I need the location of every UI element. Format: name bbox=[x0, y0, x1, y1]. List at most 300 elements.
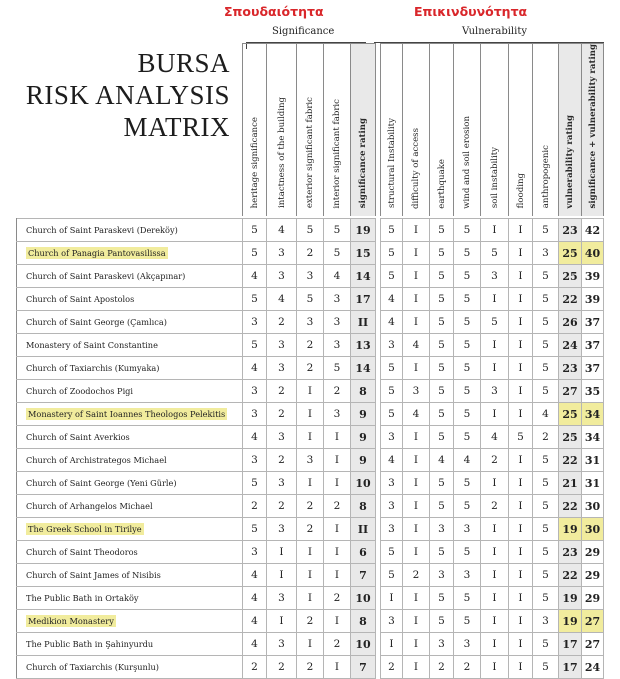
significance-rating-cell: 7 bbox=[351, 656, 376, 679]
vulnerability-score-cell: I bbox=[481, 564, 509, 587]
vulnerability-rating-cell: 23 bbox=[559, 219, 582, 242]
vulnerability-score-cell: 3 bbox=[381, 334, 403, 357]
table-row bbox=[17, 587, 604, 610]
site-name: Church of Arhangelos Michael bbox=[26, 501, 153, 512]
vulnerability-score-cell: I bbox=[509, 334, 533, 357]
significance-score-cell: 3 bbox=[267, 633, 297, 656]
vulnerability-score-cell: 5 bbox=[533, 472, 559, 495]
table-row bbox=[17, 518, 604, 541]
total-rating-cell: 34 bbox=[582, 403, 604, 426]
significance-score-cell: 5 bbox=[324, 242, 351, 265]
vulnerability-score-cell: I bbox=[403, 426, 430, 449]
col-flooding: flooding bbox=[509, 44, 533, 217]
vulnerability-rating-cell: 25 bbox=[559, 426, 582, 449]
site-name-cell bbox=[17, 242, 243, 265]
site-name-cell bbox=[17, 610, 243, 633]
vulnerability-score-cell: 5 bbox=[533, 656, 559, 679]
col-anthropogenic: anthropogenic bbox=[533, 44, 559, 217]
vulnerability-score-cell: 5 bbox=[454, 495, 481, 518]
table-row bbox=[17, 472, 604, 495]
vulnerability-score-cell: I bbox=[481, 541, 509, 564]
significance-score-cell: 3 bbox=[267, 518, 297, 541]
site-name-cell bbox=[17, 288, 243, 311]
significance-score-cell: 2 bbox=[267, 403, 297, 426]
col-intactness: intactness of the building bbox=[267, 44, 297, 217]
vulnerability-score-cell: 5 bbox=[454, 472, 481, 495]
site-name-cell bbox=[17, 449, 243, 472]
significance-score-cell: I bbox=[297, 426, 324, 449]
table-row bbox=[17, 610, 604, 633]
vulnerability-score-cell: I bbox=[481, 403, 509, 426]
significance-score-cell: 5 bbox=[243, 518, 267, 541]
significance-score-cell: 2 bbox=[267, 311, 297, 334]
vulnerability-score-cell: 5 bbox=[454, 357, 481, 380]
vulnerability-score-cell: I bbox=[403, 610, 430, 633]
vulnerability-rating-cell: 17 bbox=[559, 656, 582, 679]
significance-score-cell: 3 bbox=[324, 311, 351, 334]
vulnerability-score-cell: 5 bbox=[454, 380, 481, 403]
vulnerability-rating-cell: 25 bbox=[559, 265, 582, 288]
site-name-cell bbox=[17, 334, 243, 357]
significance-score-cell: I bbox=[324, 610, 351, 633]
col-earthquake: earthquake bbox=[430, 44, 454, 217]
site-name: Church of Taxiarchis (Kurşunlu) bbox=[26, 662, 159, 673]
significance-score-cell: I bbox=[297, 380, 324, 403]
vulnerability-score-cell: I bbox=[381, 587, 403, 610]
vulnerability-score-cell: 3 bbox=[430, 633, 454, 656]
vulnerability-score-cell: I bbox=[481, 633, 509, 656]
significance-score-cell: I bbox=[267, 610, 297, 633]
vulnerability-score-cell: 3 bbox=[533, 610, 559, 633]
vulnerability-score-cell: I bbox=[509, 587, 533, 610]
site-name: Church of Archistrategos Michael bbox=[26, 455, 167, 466]
site-name: Church of Saint Averkios bbox=[26, 432, 130, 443]
significance-score-cell: 3 bbox=[267, 357, 297, 380]
site-name: Medikion Monastery bbox=[28, 616, 114, 627]
significance-score-cell: 5 bbox=[243, 219, 267, 242]
site-name: Church of Saint George (Yeni Gürle) bbox=[26, 478, 177, 489]
significance-score-cell: 3 bbox=[267, 242, 297, 265]
significance-rating-cell: 14 bbox=[351, 265, 376, 288]
total-rating-cell: 42 bbox=[582, 219, 604, 242]
significance-score-cell: 2 bbox=[297, 357, 324, 380]
vulnerability-score-cell: I bbox=[509, 610, 533, 633]
total-rating-cell: 24 bbox=[582, 656, 604, 679]
table-row bbox=[17, 564, 604, 587]
vulnerability-score-cell: 5 bbox=[533, 541, 559, 564]
vulnerability-score-cell: I bbox=[509, 380, 533, 403]
vulnerability-score-cell: I bbox=[403, 311, 430, 334]
significance-score-cell: 4 bbox=[324, 265, 351, 288]
vulnerability-score-cell: 4 bbox=[381, 288, 403, 311]
vulnerability-score-cell: 3 bbox=[381, 495, 403, 518]
site-name-cell bbox=[17, 518, 243, 541]
vulnerability-score-cell: 4 bbox=[381, 311, 403, 334]
site-name-cell bbox=[17, 587, 243, 610]
total-rating-cell: 37 bbox=[582, 357, 604, 380]
vulnerability-score-cell: 3 bbox=[381, 426, 403, 449]
title-line-2: RISK ANALYSIS bbox=[25, 80, 230, 110]
vulnerability-score-cell: I bbox=[403, 633, 430, 656]
site-name-cell bbox=[17, 403, 243, 426]
significance-score-cell: 2 bbox=[297, 334, 324, 357]
table-row bbox=[17, 311, 604, 334]
vulnerability-score-cell: 5 bbox=[454, 288, 481, 311]
vulnerability-score-cell: 5 bbox=[533, 311, 559, 334]
vulnerability-heading: Vulnerability bbox=[462, 26, 527, 37]
vulnerability-score-cell: I bbox=[509, 633, 533, 656]
vulnerability-score-cell: I bbox=[509, 518, 533, 541]
site-name: Church of Zoodochos Pigi bbox=[26, 386, 134, 397]
significance-score-cell: I bbox=[324, 449, 351, 472]
significance-rating-cell: 8 bbox=[351, 495, 376, 518]
significance-score-cell: 5 bbox=[243, 334, 267, 357]
total-rating-cell: 34 bbox=[582, 426, 604, 449]
significance-score-cell: 5 bbox=[297, 219, 324, 242]
vulnerability-score-cell: I bbox=[403, 449, 430, 472]
significance-score-cell: 3 bbox=[267, 472, 297, 495]
significance-rating-cell: 19 bbox=[351, 219, 376, 242]
vulnerability-score-cell: I bbox=[403, 518, 430, 541]
significance-score-cell: 2 bbox=[267, 449, 297, 472]
vulnerability-score-cell: 2 bbox=[403, 564, 430, 587]
vulnerability-score-cell: 5 bbox=[454, 610, 481, 633]
vulnerability-score-cell: 5 bbox=[481, 242, 509, 265]
vulnerability-score-cell: I bbox=[509, 357, 533, 380]
vulnerability-rating-cell: 19 bbox=[559, 518, 582, 541]
table-row bbox=[17, 495, 604, 518]
total-rating-cell: 27 bbox=[582, 633, 604, 656]
significance-score-cell: 3 bbox=[297, 265, 324, 288]
site-name-cell bbox=[17, 311, 243, 334]
total-rating-cell: 31 bbox=[582, 449, 604, 472]
vulnerability-rating-cell: 27 bbox=[559, 380, 582, 403]
risk-matrix-table bbox=[16, 43, 604, 679]
site-name: Church of Saint Paraskevi (Akçapınar) bbox=[26, 271, 186, 282]
col-structural-instability: structural Instability bbox=[381, 44, 403, 217]
vulnerability-score-cell: 3 bbox=[454, 564, 481, 587]
site-name: Church of Saint Theodoros bbox=[26, 547, 138, 558]
vulnerability-score-cell: 5 bbox=[430, 380, 454, 403]
site-name-cell bbox=[17, 265, 243, 288]
col-exterior-fabric: exterior significant fabric bbox=[297, 44, 324, 217]
vulnerability-rating-cell: 19 bbox=[559, 587, 582, 610]
significance-rating-cell: 10 bbox=[351, 587, 376, 610]
vulnerability-score-cell: 5 bbox=[509, 426, 533, 449]
vulnerability-score-cell: I bbox=[403, 265, 430, 288]
vulnerability-score-cell: 5 bbox=[430, 242, 454, 265]
vulnerability-score-cell: 5 bbox=[533, 265, 559, 288]
table-row bbox=[17, 265, 604, 288]
site-name: Church of Saint Paraskevi (Dereköy) bbox=[26, 225, 178, 236]
vulnerability-score-cell: I bbox=[509, 288, 533, 311]
significance-score-cell: 2 bbox=[297, 610, 324, 633]
vulnerability-score-cell: 3 bbox=[381, 472, 403, 495]
total-rating-cell: 29 bbox=[582, 587, 604, 610]
vulnerability-score-cell: 4 bbox=[533, 403, 559, 426]
vulnerability-score-cell: I bbox=[403, 656, 430, 679]
vulnerability-score-cell: 5 bbox=[533, 219, 559, 242]
significance-score-cell: 4 bbox=[267, 219, 297, 242]
significance-rating-cell: 9 bbox=[351, 426, 376, 449]
site-name: Church of Panagia Pantovasilissa bbox=[28, 248, 166, 259]
vulnerability-score-cell: 3 bbox=[403, 380, 430, 403]
vulnerability-score-cell: 2 bbox=[381, 656, 403, 679]
vulnerability-score-cell: I bbox=[481, 610, 509, 633]
col-vulnerability-rating: vulnerability rating bbox=[559, 44, 582, 217]
vulnerability-score-cell: 5 bbox=[533, 288, 559, 311]
vulnerability-score-cell: 2 bbox=[481, 495, 509, 518]
significance-rating-cell: 15 bbox=[351, 242, 376, 265]
vulnerability-score-cell: I bbox=[509, 403, 533, 426]
significance-score-cell: 3 bbox=[243, 449, 267, 472]
total-rating-cell: 29 bbox=[582, 564, 604, 587]
vulnerability-score-cell: I bbox=[481, 518, 509, 541]
significance-score-cell: 3 bbox=[243, 541, 267, 564]
vulnerability-score-cell: I bbox=[403, 219, 430, 242]
vulnerability-score-cell: 5 bbox=[430, 311, 454, 334]
significance-score-cell: 4 bbox=[243, 564, 267, 587]
significance-score-cell: I bbox=[324, 472, 351, 495]
site-name: Church of Saint George (Çamlıca) bbox=[26, 317, 167, 328]
col-total-rating: significance + vulnerability rating bbox=[582, 44, 604, 217]
significance-rating-cell: 9 bbox=[351, 449, 376, 472]
vulnerability-score-cell: I bbox=[481, 357, 509, 380]
vulnerability-score-cell: 5 bbox=[381, 242, 403, 265]
vulnerability-score-cell: I bbox=[481, 219, 509, 242]
vulnerability-score-cell: 5 bbox=[430, 357, 454, 380]
table-row bbox=[17, 403, 604, 426]
significance-score-cell: 2 bbox=[297, 242, 324, 265]
significance-score-cell: 3 bbox=[243, 311, 267, 334]
vulnerability-score-cell: I bbox=[509, 311, 533, 334]
vulnerability-score-cell: 5 bbox=[454, 403, 481, 426]
table-row bbox=[17, 334, 604, 357]
vulnerability-score-cell: 5 bbox=[430, 587, 454, 610]
vulnerability-score-cell: 5 bbox=[430, 334, 454, 357]
col-soil-instability: soil instability bbox=[481, 44, 509, 217]
table-corner bbox=[17, 44, 243, 217]
vulnerability-score-cell: 3 bbox=[481, 265, 509, 288]
significance-score-cell: 3 bbox=[243, 403, 267, 426]
table-row bbox=[17, 288, 604, 311]
vulnerability-rating-cell: 24 bbox=[559, 334, 582, 357]
vulnerability-score-cell: 4 bbox=[430, 449, 454, 472]
vulnerability-score-cell: 3 bbox=[430, 564, 454, 587]
vulnerability-score-cell: 5 bbox=[430, 403, 454, 426]
vulnerability-rating-cell: 23 bbox=[559, 357, 582, 380]
vulnerability-score-cell: 5 bbox=[430, 495, 454, 518]
vulnerability-score-cell: 4 bbox=[403, 334, 430, 357]
vulnerability-score-cell: I bbox=[403, 472, 430, 495]
total-rating-cell: 35 bbox=[582, 380, 604, 403]
vulnerability-rating-cell: 26 bbox=[559, 311, 582, 334]
vulnerability-score-cell: 5 bbox=[533, 564, 559, 587]
total-rating-cell: 31 bbox=[582, 472, 604, 495]
significance-score-cell: 2 bbox=[324, 380, 351, 403]
vulnerability-score-cell: I bbox=[509, 219, 533, 242]
vulnerability-score-cell: I bbox=[509, 242, 533, 265]
vulnerability-score-cell: 5 bbox=[454, 334, 481, 357]
significance-heading-greek: Σπουδαιότητα bbox=[224, 4, 324, 19]
title-line-3: MATRIX bbox=[123, 112, 230, 142]
site-name-cell bbox=[17, 380, 243, 403]
significance-score-cell: I bbox=[324, 541, 351, 564]
column-header-row bbox=[17, 44, 604, 217]
vulnerability-rating-cell: 21 bbox=[559, 472, 582, 495]
table-row bbox=[17, 633, 604, 656]
vulnerability-score-cell: 5 bbox=[430, 541, 454, 564]
vulnerability-score-cell: 5 bbox=[430, 219, 454, 242]
significance-score-cell: 4 bbox=[243, 357, 267, 380]
significance-score-cell: 2 bbox=[267, 495, 297, 518]
significance-score-cell: 5 bbox=[243, 242, 267, 265]
significance-score-cell: 4 bbox=[243, 265, 267, 288]
site-name: The Public Bath in Ortaköy bbox=[26, 593, 139, 604]
vulnerability-score-cell: 4 bbox=[454, 449, 481, 472]
vulnerability-rating-cell: 22 bbox=[559, 564, 582, 587]
vulnerability-score-cell: I bbox=[403, 495, 430, 518]
vulnerability-score-cell: 5 bbox=[430, 472, 454, 495]
site-name: Monastery of Saint Constantine bbox=[26, 340, 158, 351]
site-name-cell bbox=[17, 357, 243, 380]
site-name: The Greek School in Tirilye bbox=[28, 524, 142, 535]
total-rating-cell: 40 bbox=[582, 242, 604, 265]
site-name-cell bbox=[17, 472, 243, 495]
vulnerability-score-cell: I bbox=[403, 242, 430, 265]
title-line-1: BURSA bbox=[137, 48, 230, 78]
significance-score-cell: 3 bbox=[297, 449, 324, 472]
vulnerability-score-cell: 5 bbox=[381, 541, 403, 564]
table-row bbox=[17, 656, 604, 679]
vulnerability-score-cell: I bbox=[481, 656, 509, 679]
vulnerability-score-cell: 2 bbox=[533, 426, 559, 449]
vulnerability-score-cell: 5 bbox=[430, 288, 454, 311]
vulnerability-score-cell: 5 bbox=[381, 265, 403, 288]
site-name-cell bbox=[17, 495, 243, 518]
significance-score-cell: I bbox=[297, 633, 324, 656]
site-name-cell bbox=[17, 426, 243, 449]
vulnerability-score-cell: I bbox=[481, 334, 509, 357]
significance-score-cell: 2 bbox=[243, 656, 267, 679]
vulnerability-score-cell: 2 bbox=[430, 656, 454, 679]
vulnerability-heading-greek: Επικινδυνότητα bbox=[414, 4, 528, 19]
significance-score-cell: 3 bbox=[267, 334, 297, 357]
vulnerability-score-cell: I bbox=[509, 541, 533, 564]
site-name: Church of Saint Apostolos bbox=[26, 294, 135, 305]
significance-score-cell: 3 bbox=[324, 334, 351, 357]
significance-rating-cell: 9 bbox=[351, 403, 376, 426]
vulnerability-score-cell: 5 bbox=[481, 311, 509, 334]
total-rating-cell: 29 bbox=[582, 541, 604, 564]
significance-rating-cell: 13 bbox=[351, 334, 376, 357]
vulnerability-score-cell: I bbox=[509, 449, 533, 472]
significance-score-cell: 3 bbox=[324, 288, 351, 311]
vulnerability-score-cell: I bbox=[403, 288, 430, 311]
vulnerability-rating-cell: 22 bbox=[559, 288, 582, 311]
significance-score-cell: 5 bbox=[243, 472, 267, 495]
significance-rating-cell: 10 bbox=[351, 633, 376, 656]
vulnerability-rating-cell: 22 bbox=[559, 449, 582, 472]
significance-score-cell: 2 bbox=[324, 587, 351, 610]
vulnerability-score-cell: I bbox=[509, 564, 533, 587]
vulnerability-score-cell: I bbox=[481, 587, 509, 610]
vulnerability-score-cell: 5 bbox=[533, 587, 559, 610]
vulnerability-score-cell: I bbox=[509, 265, 533, 288]
vulnerability-score-cell: 3 bbox=[454, 633, 481, 656]
significance-score-cell: 3 bbox=[267, 587, 297, 610]
vulnerability-score-cell: I bbox=[381, 633, 403, 656]
significance-score-cell: 5 bbox=[324, 219, 351, 242]
vulnerability-score-cell: 5 bbox=[430, 426, 454, 449]
vulnerability-score-cell: 5 bbox=[430, 265, 454, 288]
significance-score-cell: 2 bbox=[267, 656, 297, 679]
vulnerability-score-cell: 5 bbox=[381, 564, 403, 587]
vulnerability-score-cell: I bbox=[481, 288, 509, 311]
vulnerability-score-cell: 4 bbox=[381, 449, 403, 472]
vulnerability-score-cell: 5 bbox=[533, 357, 559, 380]
site-name: Church of Saint James of Nisibis bbox=[26, 570, 161, 581]
vulnerability-rating-cell: 23 bbox=[559, 541, 582, 564]
vulnerability-score-cell: I bbox=[509, 656, 533, 679]
total-rating-cell: 37 bbox=[582, 311, 604, 334]
table-row bbox=[17, 357, 604, 380]
significance-score-cell: I bbox=[297, 403, 324, 426]
significance-score-cell: 3 bbox=[267, 426, 297, 449]
significance-rating-cell: 17 bbox=[351, 288, 376, 311]
significance-score-cell: 2 bbox=[324, 633, 351, 656]
vulnerability-score-cell: 5 bbox=[533, 334, 559, 357]
vulnerability-score-cell: 3 bbox=[430, 518, 454, 541]
total-rating-cell: 39 bbox=[582, 265, 604, 288]
significance-score-cell: I bbox=[297, 472, 324, 495]
vulnerability-rating-cell: 25 bbox=[559, 403, 582, 426]
significance-score-cell: 4 bbox=[243, 426, 267, 449]
vulnerability-score-cell: I bbox=[509, 472, 533, 495]
site-name-cell bbox=[17, 219, 243, 242]
total-rating-cell: 30 bbox=[582, 495, 604, 518]
vulnerability-rating-cell: 19 bbox=[559, 610, 582, 633]
significance-score-cell: I bbox=[324, 518, 351, 541]
vulnerability-score-cell: 4 bbox=[481, 426, 509, 449]
vulnerability-score-cell: 3 bbox=[454, 518, 481, 541]
significance-rating-cell: 6 bbox=[351, 541, 376, 564]
vulnerability-score-cell: 5 bbox=[381, 380, 403, 403]
table-row bbox=[17, 426, 604, 449]
vulnerability-score-cell: 2 bbox=[481, 449, 509, 472]
vulnerability-score-cell: I bbox=[481, 472, 509, 495]
vulnerability-score-cell: 5 bbox=[454, 265, 481, 288]
vulnerability-score-cell: 5 bbox=[454, 541, 481, 564]
vulnerability-score-cell: 3 bbox=[533, 242, 559, 265]
vulnerability-score-cell: I bbox=[403, 357, 430, 380]
significance-rating-cell: 7 bbox=[351, 564, 376, 587]
vulnerability-score-cell: 5 bbox=[381, 403, 403, 426]
significance-score-cell: I bbox=[324, 426, 351, 449]
vulnerability-score-cell: I bbox=[509, 495, 533, 518]
significance-score-cell: 2 bbox=[267, 380, 297, 403]
vulnerability-score-cell: I bbox=[403, 541, 430, 564]
col-wind-soil-erosion: wind and soil erosion bbox=[454, 44, 481, 217]
significance-score-cell: I bbox=[297, 587, 324, 610]
vulnerability-score-cell: 3 bbox=[481, 380, 509, 403]
significance-score-cell: 4 bbox=[243, 633, 267, 656]
matrix-body bbox=[17, 219, 604, 679]
vulnerability-score-cell: 5 bbox=[533, 518, 559, 541]
vulnerability-score-cell: 5 bbox=[533, 380, 559, 403]
table-row bbox=[17, 449, 604, 472]
vulnerability-score-cell: I bbox=[403, 587, 430, 610]
